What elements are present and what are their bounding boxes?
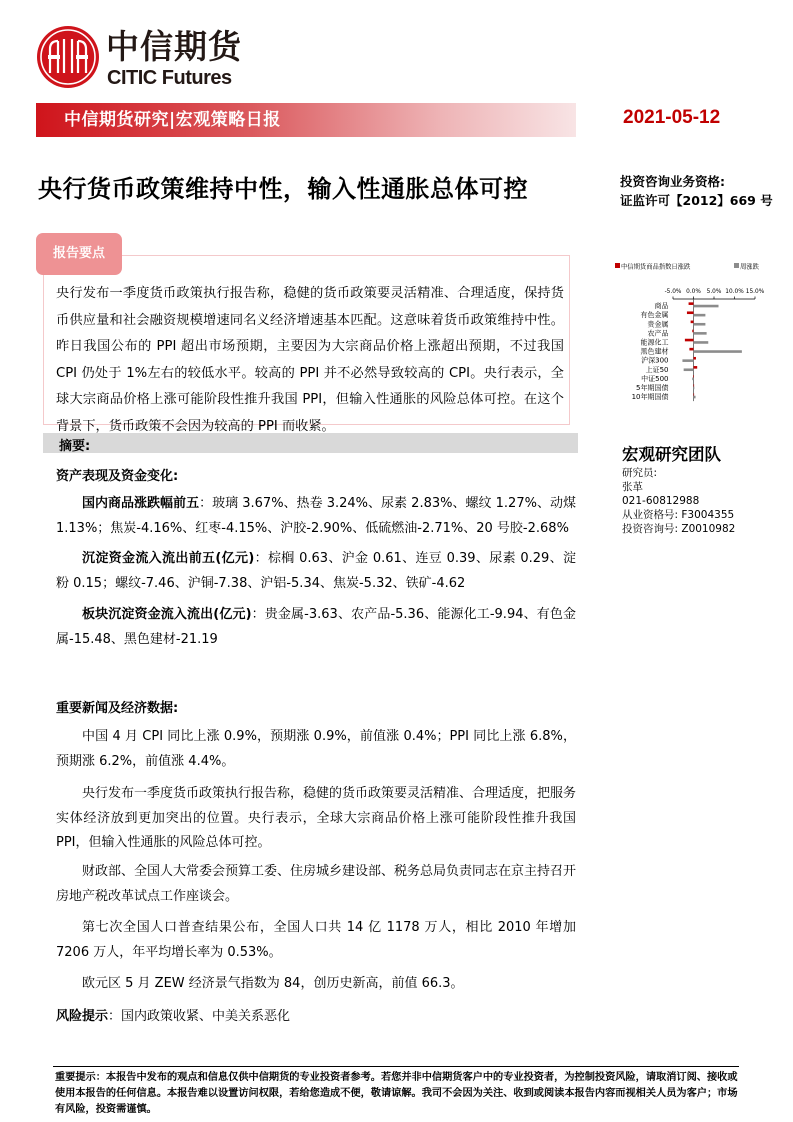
chart-legend xyxy=(615,262,760,271)
asset-heading: 资产表现及资金变化: xyxy=(56,469,179,484)
bar-daily-change xyxy=(694,366,698,369)
bar-weekly-change xyxy=(694,314,706,317)
x-tick-label: -5.0% xyxy=(664,289,682,295)
bar-weekly-change xyxy=(694,396,696,399)
category-label: 中证500 xyxy=(641,374,669,383)
summary-item-label: 板块沉淀资金流入流出(亿元) xyxy=(82,607,252,622)
summary-item-text: ：玻璃 3.67%、热卷 3.24%、尿素 2.83%、螺纹 1.27%、动煤 1.13%；焦炭-4.16%、红枣-4.15%、沪胶-2.90%、低硫燃油-2.71%、20 号胶-2.68% xyxy=(56,496,576,536)
category-label: 农产品 xyxy=(647,329,669,338)
news-heading: 重要新闻及经济数据: xyxy=(56,701,179,716)
commodity-index-chart xyxy=(612,255,793,415)
bar-daily-change xyxy=(687,311,694,314)
legend-label-weekly: 周涨跌 xyxy=(740,263,759,271)
category-label: 10年期国债 xyxy=(631,393,669,402)
news-item: 中国 4 月 CPI 同比上涨 0.9%，预期涨 0.9%，前值涨 0.4%；PPI 同比上涨 6.8%，预期涨 6.2%，前值涨 4.4%。 xyxy=(56,729,576,769)
category-label: 贵金属 xyxy=(647,320,669,329)
bar-daily-change xyxy=(694,393,695,396)
report-date: 2021-05-12 xyxy=(623,107,721,128)
summary-item-capital-flows xyxy=(56,547,576,596)
team-line-phone: 021-60812988 xyxy=(622,495,700,507)
logo-english-name: CITIC Futures xyxy=(107,67,232,89)
news-item: 财政部、全国人大常委会预算工委、住房城乡建设部、税务总局负责同志在京主持召开房地产税改革试点工作座谈会。 xyxy=(56,864,577,904)
summary-item-sector-flows xyxy=(56,603,576,652)
news-item: 央行发布一季度货币政策执行报告称，稳健的货币政策要灵活精准、合理适度，把服务实体经济放到更加突出的位置。央行表示，全球大宗商品价格上涨可能阶段性推升我国 PPI，但输入性通胀的风险总体可控。 xyxy=(56,786,577,850)
abstract-text: 央行发布一季度货币政策执行报告称，稳健的货币政策要灵活精准、合理适度，保持货币供应量和社会融资规模增速同名义经济增速基本匹配。这意味着货币政策维持中性。昨日我国公布的 PPI 超出市场预期，主要因为大宗商品价格上涨超出预期，不过我国 CPI 仍处于 1%左右的较低水平。较高的 PPI 并不必然导致较高的 CPI。央行表示，全球大宗商品价格上涨可能阶段性推升我国 PPI，但输入性通胀的风险总体可控。在这个背景下，货币政策不会因为较高的 PPI 而收紧。 xyxy=(56,286,564,434)
bar-daily-change xyxy=(693,375,694,378)
category-label: 沪深300 xyxy=(641,356,669,365)
category-label: 5年期国债 xyxy=(636,383,669,392)
bar-weekly-change xyxy=(694,387,695,390)
news-item: 第七次全国人口普查结果公布，全国人口共 14 亿 1178 万人，相比 2010 年增加 7206 万人，年平均增长率为 0.53%。 xyxy=(56,920,576,960)
risk-text: ：国内政策收紧、中美关系恶化 xyxy=(108,1009,291,1024)
legend-label-daily: 中信期货商品指数日涨跌 xyxy=(621,263,691,271)
summary-header xyxy=(43,433,578,453)
summary-item-commodity-movers xyxy=(56,492,576,541)
license-line-2: 证监许可【2012】669 号 xyxy=(620,193,773,208)
bar-daily-change xyxy=(692,330,693,333)
summary-item-label: 国内商品涨跌幅前五 xyxy=(82,496,200,511)
bar-daily-change xyxy=(689,302,694,305)
license-line-1: 投资咨询业务资格: xyxy=(620,174,725,189)
team-line-consult-no: 投资咨询号: Z0010982 xyxy=(622,523,736,535)
team-line-role: 研究员: xyxy=(622,467,658,479)
summary-item-text: ：棕榈 0.63、沪金 0.61、连豆 0.39、尿素 0.29、淀粉 0.15；螺纹-7.46、沪铜-7.38、沪铝-5.34、焦炭-5.32、铁矿-4.62 xyxy=(56,551,576,591)
x-tick-label: 15.0% xyxy=(745,289,765,295)
category-label: 有色金属 xyxy=(640,311,669,320)
license-info xyxy=(620,172,773,210)
banner-title: 中信期货研究|宏观策略日报 xyxy=(64,110,281,130)
x-tick-label: 5.0% xyxy=(706,289,722,295)
logo-chinese-name: 中信期货 xyxy=(106,27,242,66)
x-tick-label: 10.0% xyxy=(725,289,744,295)
team-heading: 宏观研究团队 xyxy=(622,445,721,464)
team-line-name: 张革 xyxy=(622,481,643,493)
category-label: 能源化工 xyxy=(640,338,669,347)
summary-item-label: 沉淀资金流入流出前五(亿元) xyxy=(82,551,255,566)
citic-logo-icon xyxy=(36,25,100,89)
risk-label: 风险提示 xyxy=(56,1009,109,1024)
bar-weekly-change xyxy=(694,350,742,353)
summary-label: 摘要: xyxy=(59,439,91,454)
news-item: 欧元区 5 月 ZEW 经济景气指数为 84，创历史新高，前值 66.3。 xyxy=(82,976,464,991)
legend-swatch-weekly xyxy=(734,263,739,268)
x-tick-label: 0.0% xyxy=(686,289,701,295)
bar-weekly-change xyxy=(694,341,709,344)
bar-daily-change xyxy=(689,348,693,351)
category-label: 上证50 xyxy=(645,365,669,374)
bar-weekly-change xyxy=(694,305,719,308)
bar-weekly-change xyxy=(694,323,706,326)
bar-weekly-change xyxy=(692,378,693,381)
category-label: 商品 xyxy=(654,302,669,311)
report-banner xyxy=(36,103,576,137)
page-title: 央行货币政策维持中性，输入性通胀总体可控 xyxy=(38,175,528,203)
abstract-tab: 报告要点 xyxy=(36,233,122,275)
risk-warning xyxy=(56,1005,576,1030)
team-line-qualification: 从业资格号: F3004355 xyxy=(622,509,735,521)
legend-swatch-daily xyxy=(615,263,620,268)
disclaimer-text: 重要提示：本报告中发布的观点和信息仅供中信期货的专业投资者参考。若您并非中信期货客户中的专业投资者，为控制投资风险，请取消订阅、接收或使用本报告的任何信息。本报告难以设置访问权限，若给您造成不便，敬请谅解。我司不会因为关注、收到或阅读本报告内容而视相关人员为客户；市场有风险，投资需谨慎。 xyxy=(55,1072,738,1115)
category-label: 黑色建材 xyxy=(640,347,669,356)
bar-daily-change xyxy=(694,384,695,387)
bar-daily-change xyxy=(691,321,694,324)
bar-weekly-change xyxy=(694,332,707,335)
bar-daily-change xyxy=(694,357,696,360)
bar-weekly-change xyxy=(684,368,694,371)
bar-weekly-change xyxy=(682,359,693,362)
summary-item-text: ：贵金属-3.63、农产品-5.36、能源化工-9.94、有色金属-15.48、黑色建材-21.19 xyxy=(56,607,576,647)
bar-daily-change xyxy=(685,339,694,342)
footer-divider xyxy=(53,1066,739,1067)
